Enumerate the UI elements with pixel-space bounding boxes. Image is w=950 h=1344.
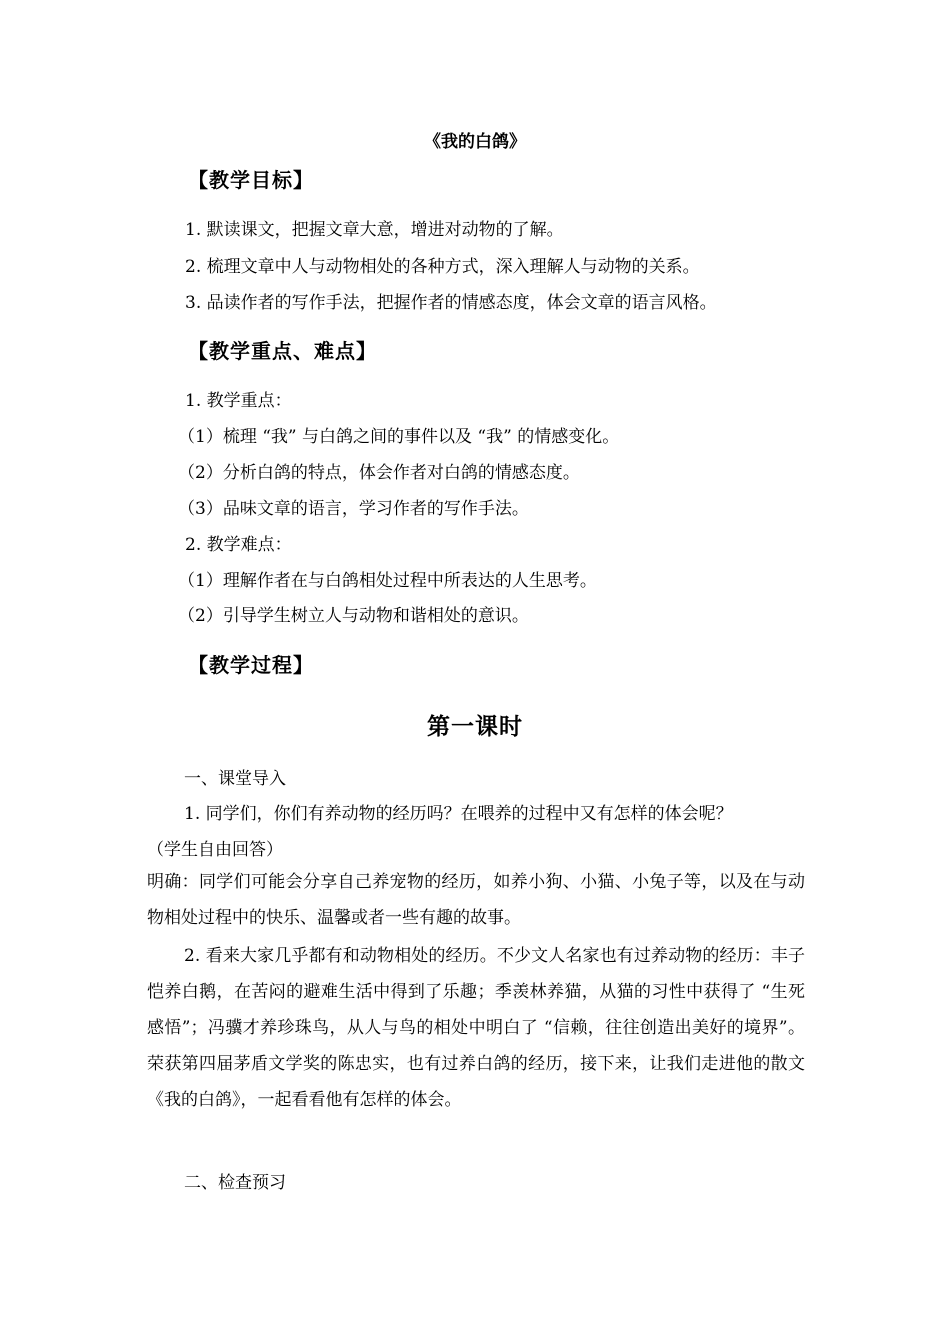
part1-title: 一、课堂导入 [184, 769, 286, 789]
question-1: 1. 同学们，你们有养动物的经历吗？在喂养的过程中又有怎样的体会呢？ [184, 804, 733, 824]
document-title: 《我的白鸽》 [424, 132, 526, 152]
focus-label: 1. 教学重点： [185, 391, 292, 411]
difficulty-item: （2）引导学生树立人与动物和谐相处的意识。 [178, 606, 529, 626]
focus-item: （2）分析白鸽的特点，体会作者对白鸽的情感态度。 [178, 463, 580, 483]
objectives-heading: 【教学目标】 [188, 168, 314, 192]
objective-item: 2. 梳理文章中人与动物相处的各种方式，深入理解人与动物的关系。 [185, 257, 700, 277]
difficulty-item: （1）理解作者在与白鸽相处过程中所表达的人生思考。 [178, 571, 597, 591]
question-2-text: 2. 看来大家几乎都有和动物相处的经历。不少文人名家也有过养动物的经历：丰子恺养白鹅，在苦闷的避难生活中得到了乐趣；季羡林养猫，从猫的习性中获得了 “生死感悟”；冯骥才养珍珠鸟，从人与鸟的相处中明白了 “信赖，往往创造出美好的境界”。荣获第四届茅盾文学奖的陈忠实，也有过养白鸽的经历，接下来，让我们走进他的散文《我的白鸽》，一起看看他有怎样的体会。 [147, 946, 805, 1110]
objective-item: 1. 默读课文，把握文章大意，增进对动物的了解。 [185, 220, 564, 240]
key-points-heading: 【教学重点、难点】 [188, 339, 377, 363]
question-2-paragraph [147, 938, 805, 1118]
question-1-note: （学生自由回答） [147, 840, 283, 860]
clarification-paragraph [147, 864, 805, 936]
part2-title: 二、检查预习 [184, 1173, 286, 1193]
lesson-title: 第一课时 [427, 714, 523, 740]
focus-item: （3）品味文章的语言，学习作者的写作手法。 [178, 499, 529, 519]
clarification-text: 明确：同学们可能会分享自己养宠物的经历，如养小狗、小猫、小兔子等，以及在与动物相处过程中的快乐、温馨或者一些有趣的故事。 [147, 872, 805, 928]
difficulty-label: 2. 教学难点： [185, 535, 292, 555]
process-heading: 【教学过程】 [188, 653, 314, 677]
focus-item: （1）梳理 “我” 与白鸽之间的事件以及 “我” 的情感变化。 [178, 427, 620, 447]
objective-item: 3. 品读作者的写作手法，把握作者的情感态度，体会文章的语言风格。 [185, 293, 717, 313]
